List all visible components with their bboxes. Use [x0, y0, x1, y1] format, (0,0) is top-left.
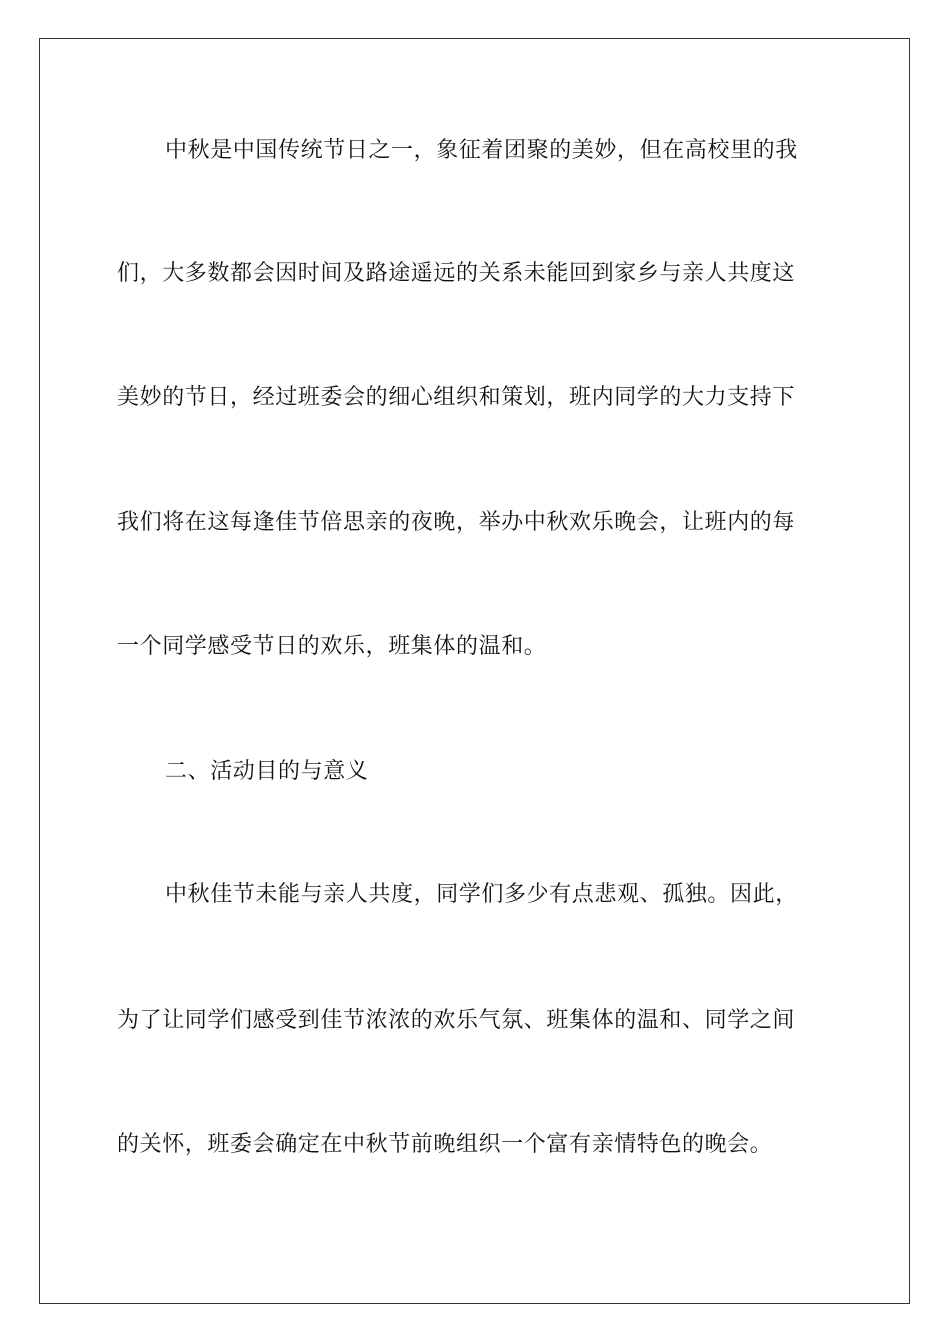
- text-line: 一个同学感受节日的欢乐，班集体的温和。: [117, 634, 547, 659]
- text-line: 中秋是中国传统节日之一，象征着团聚的美妙，但在高校里的我: [165, 138, 798, 163]
- text-line: 的关怀，班委会确定在中秋节前晚组织一个富有亲情特色的晚会。: [117, 1132, 773, 1157]
- text-line: 我们将在这每逢佳节倍思亲的夜晚，举办中秋欢乐晚会，让班内的每: [117, 510, 796, 535]
- text-line: 为了让同学们感受到佳节浓浓的欢乐气氛、班集体的温和、同学之间: [117, 1008, 796, 1033]
- page-border: [39, 38, 910, 1304]
- text-line: 中秋佳节未能与亲人共度，同学们多少有点悲观、孤独。因此，: [165, 882, 798, 907]
- text-line: 们，大多数都会因时间及路途遥远的关系未能回到家乡与亲人共度这: [117, 261, 796, 286]
- section-heading: 二、活动目的与意义: [165, 759, 369, 784]
- text-line: 美妙的节日，经过班委会的细心组织和策划，班内同学的大力支持下: [117, 385, 796, 410]
